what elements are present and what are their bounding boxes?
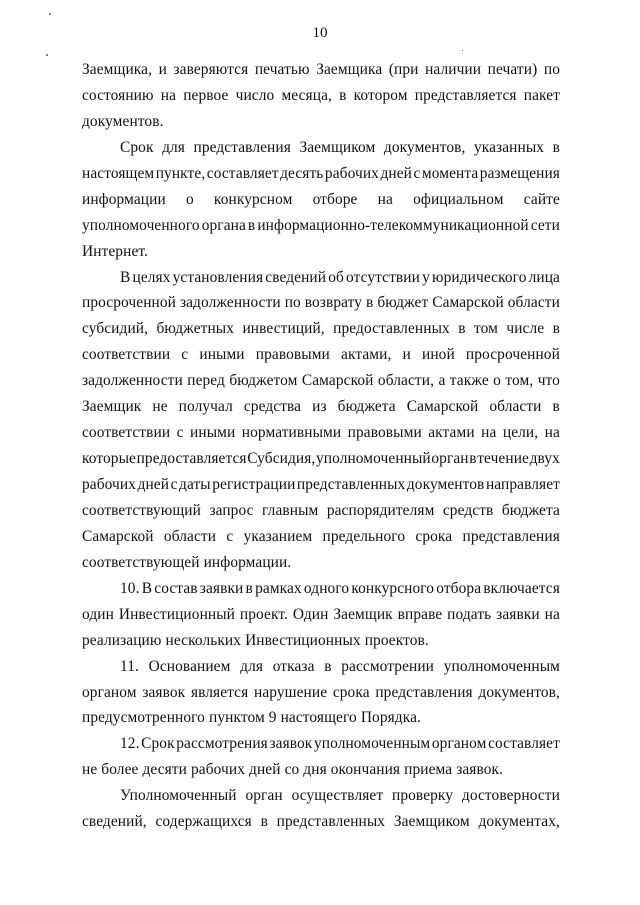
word: области [507, 294, 560, 312]
word: срока [332, 683, 370, 701]
word: перед [187, 372, 225, 390]
word: предоставляется [136, 450, 247, 468]
word: дней [137, 476, 170, 493]
word: заявки [496, 605, 540, 623]
word: бюджета [501, 501, 560, 519]
word: реализацию [82, 631, 162, 649]
word: в [552, 138, 560, 156]
word: иной [421, 346, 455, 364]
word: на [544, 424, 560, 442]
word: 9 [268, 709, 277, 727]
word: настоящего [280, 709, 357, 727]
word: окончания [330, 761, 401, 779]
word: рабочих [82, 476, 137, 493]
text-line [82, 239, 560, 265]
word: указанных [473, 138, 545, 156]
word: проектов. [364, 631, 429, 649]
word: соответствии [82, 346, 171, 364]
word: средств [442, 501, 494, 519]
word: заявки [199, 579, 244, 597]
word: лица [528, 268, 560, 286]
word: бюджета [337, 398, 396, 416]
word: Заемщика [316, 61, 383, 78]
word: с [176, 424, 184, 442]
word: пункте, [155, 164, 206, 182]
word: представляется [414, 86, 517, 104]
document-body [82, 57, 560, 835]
word: 11. [120, 657, 139, 675]
word: органом [431, 735, 487, 753]
word: официальном [413, 190, 504, 208]
word: орган [431, 450, 469, 468]
word: а [438, 372, 446, 390]
word: дня [303, 761, 327, 779]
text-line [82, 187, 560, 213]
word: сети [530, 216, 560, 234]
word: месяца, [281, 86, 332, 104]
word: Заемщиком [393, 813, 470, 831]
text-line [82, 316, 560, 342]
word: состоянию [82, 86, 154, 104]
word: целях [132, 268, 171, 286]
word: Уполномоченный [120, 787, 237, 805]
word: в [366, 294, 374, 312]
word: не [82, 761, 98, 779]
word: рамках [255, 579, 302, 597]
word: отсутствии [346, 268, 420, 286]
word: информации [82, 190, 166, 208]
word: области [163, 527, 217, 545]
word: и [158, 61, 167, 78]
word: отбора [436, 579, 482, 597]
word: отборе [312, 190, 358, 208]
word: В [120, 268, 131, 286]
word: в [458, 320, 466, 338]
word: приема [404, 761, 453, 779]
page-number: 10 [312, 25, 328, 41]
word: достоверности [461, 787, 560, 805]
word: средства [243, 398, 302, 416]
word: органом [82, 683, 137, 701]
word: задолженности [179, 294, 281, 312]
word: том [474, 320, 498, 338]
word: в [245, 579, 253, 597]
word: соответствующей [82, 553, 200, 571]
word: по [543, 61, 560, 78]
word: В [141, 579, 153, 597]
word: рассмотрения [176, 735, 268, 753]
word: том, [505, 372, 534, 390]
word: области [489, 398, 542, 416]
word: Самарской [432, 294, 504, 312]
word: (при [388, 61, 419, 78]
word: бюджетом [229, 372, 298, 390]
word: срока [415, 527, 453, 545]
word: просроченной [82, 294, 177, 312]
word: Интернет. [82, 242, 148, 260]
word: субсидий, [82, 320, 149, 338]
word: иными [190, 424, 236, 442]
word: цели, [502, 424, 539, 442]
word: уполномоченным [313, 735, 431, 753]
word: в [469, 450, 477, 468]
text-line [82, 135, 560, 161]
word: одного [303, 579, 350, 597]
word: задолженности [82, 372, 183, 390]
scan-speck [462, 50, 463, 51]
word: состав [154, 579, 198, 597]
word: не [152, 398, 168, 416]
word: пакет [523, 86, 560, 104]
word: возврату [304, 294, 363, 312]
word: двух [529, 450, 560, 468]
word: проверку [391, 787, 454, 805]
text-line [82, 757, 560, 783]
text-line [82, 498, 560, 524]
word: документов [406, 476, 485, 493]
text-line [82, 731, 560, 757]
word: для [240, 657, 264, 675]
word: дней [249, 761, 281, 779]
word: в [339, 86, 347, 104]
word: составляет [206, 164, 279, 182]
word: области, [377, 372, 435, 390]
word: по [284, 294, 301, 312]
word: Порядка. [360, 709, 421, 727]
word: в [552, 320, 560, 338]
word: бюджет [377, 294, 429, 312]
scan-speck [46, 54, 48, 56]
text-line [82, 680, 560, 706]
word: о [493, 372, 501, 390]
text-line [82, 213, 560, 239]
word: подать [447, 605, 492, 623]
word: орган [245, 787, 283, 805]
text-line [82, 472, 560, 498]
word: запрос [209, 501, 254, 519]
word: в [552, 398, 560, 416]
word: заявок. [456, 761, 504, 779]
word: первое [183, 86, 229, 104]
word: уполномоченного [82, 216, 200, 234]
word: инвестиций, [242, 320, 325, 338]
word: органа [201, 216, 246, 234]
word: сайте [523, 190, 560, 208]
word: печатью [254, 61, 310, 78]
word: представления [462, 527, 560, 545]
word: Заемщика, [82, 61, 153, 78]
word: актами [428, 424, 475, 442]
text-line [82, 290, 560, 316]
word: 12. [120, 735, 140, 753]
word: представленных [276, 813, 386, 831]
word: на [160, 86, 177, 104]
word: пунктом [208, 709, 265, 727]
word: проект. [239, 605, 288, 623]
word: сведений, [82, 813, 147, 831]
word: в [247, 216, 256, 234]
word: юридического [432, 268, 527, 286]
word: распорядителям [326, 501, 435, 519]
word: в [324, 657, 332, 675]
word: сведений [265, 268, 327, 286]
word: заверяются [173, 61, 249, 78]
text-line [82, 654, 560, 680]
word: на [377, 190, 393, 208]
word: течение [477, 450, 529, 468]
text-line [82, 109, 560, 135]
text-line [82, 446, 560, 472]
word: Инвестиционный [118, 605, 236, 623]
word: наличии [425, 61, 482, 78]
word: рассмотрении [341, 657, 435, 675]
word: нарушение [253, 683, 328, 701]
text-line [82, 628, 560, 654]
word: конкурсного [351, 579, 435, 597]
word: Заемщик [82, 398, 142, 416]
word: печати) [487, 61, 538, 78]
scan-speck [49, 13, 51, 15]
word: Инвестиционных [245, 631, 361, 649]
text-line [82, 809, 560, 835]
text-line [82, 550, 560, 576]
word: котором [353, 86, 408, 104]
word: на [481, 424, 497, 442]
word: составляет [488, 735, 560, 753]
text-line [82, 602, 560, 628]
word: осуществляет [291, 787, 384, 805]
word: включается [483, 579, 560, 597]
word: о [185, 190, 194, 208]
word: Самарской [301, 372, 374, 390]
word: просроченной [465, 346, 560, 364]
word: предоставленных [333, 320, 450, 338]
word: иными [199, 346, 245, 364]
word: более [101, 761, 139, 779]
word: настоящем [82, 164, 155, 182]
word: 10. [120, 579, 140, 597]
word: из [312, 398, 327, 416]
word: с [413, 164, 421, 182]
word: в [260, 813, 268, 831]
word: об [328, 268, 344, 286]
word: конкурсном [213, 190, 293, 208]
word: документов, [478, 683, 560, 701]
text-line [82, 342, 560, 368]
word: даты [179, 476, 211, 493]
word: Основанием [148, 657, 231, 675]
word: заявок [142, 683, 186, 701]
word: представленных [296, 476, 406, 493]
word: регистрации [212, 476, 296, 493]
word: Заемщик [333, 605, 393, 623]
word: на [544, 605, 560, 623]
word: актами, [341, 346, 392, 364]
text-line [82, 265, 560, 291]
word: соответствующий [82, 501, 201, 519]
word: указанием [243, 527, 313, 545]
word: для [162, 138, 185, 156]
word: Один [292, 605, 329, 623]
word: бюджетных [156, 320, 235, 338]
word: десять [280, 164, 324, 182]
word: правовыми [347, 424, 422, 442]
word: предусмотренного [82, 709, 205, 727]
text-line [82, 161, 560, 187]
word: отказа [272, 657, 315, 675]
text-line [82, 524, 560, 550]
word: установления [172, 268, 264, 286]
word: Срок [141, 735, 175, 753]
word: вправе [397, 605, 443, 623]
text-line [82, 420, 560, 446]
word: предельного [322, 527, 406, 545]
word: соответствии [82, 424, 171, 442]
word: нескольких [165, 631, 242, 649]
word: которые [82, 450, 136, 468]
word: нормативными [241, 424, 342, 442]
word: Заемщиком [299, 138, 376, 156]
text-line [82, 576, 560, 602]
word: Субсидия, [247, 450, 316, 468]
word: направляет [485, 476, 560, 493]
word: размещения [479, 164, 560, 182]
word: представления [193, 138, 291, 156]
word: документов, [383, 138, 466, 156]
text-line [82, 783, 560, 809]
word: Самарской [82, 527, 154, 545]
word: правовыми [255, 346, 330, 364]
word: получал [178, 398, 233, 416]
word: один [82, 605, 114, 623]
text-line [82, 394, 560, 420]
word: числе [506, 320, 545, 338]
word: с [226, 527, 234, 545]
word: дней [380, 164, 412, 182]
word: документов. [82, 112, 164, 130]
word: уполномоченный [315, 450, 431, 468]
word: также [449, 372, 489, 390]
word: число [235, 86, 275, 104]
word: Срок [120, 138, 154, 156]
word: с [181, 346, 189, 364]
word: уполномоченным [443, 657, 560, 675]
text-line [82, 57, 560, 83]
word: рабочих [190, 761, 246, 779]
word: информации. [203, 553, 292, 571]
word: документах, [478, 813, 560, 831]
word: заявок [269, 735, 313, 753]
word: главным [262, 501, 319, 519]
word: рабочих [324, 164, 379, 182]
text-line [82, 83, 560, 109]
word: и [402, 346, 411, 364]
word: является [190, 683, 249, 701]
word: Самарской [406, 398, 479, 416]
word: у [422, 268, 430, 286]
text-line [82, 368, 560, 394]
word: содержащихся [155, 813, 252, 831]
word: информационно-телекоммуникационной [257, 216, 529, 234]
text-line [82, 705, 560, 731]
word: с [170, 476, 178, 493]
word: представления [375, 683, 473, 701]
word: момента [421, 164, 479, 182]
word: десяти [142, 761, 187, 779]
word: что [537, 372, 560, 390]
word: со [284, 761, 300, 779]
